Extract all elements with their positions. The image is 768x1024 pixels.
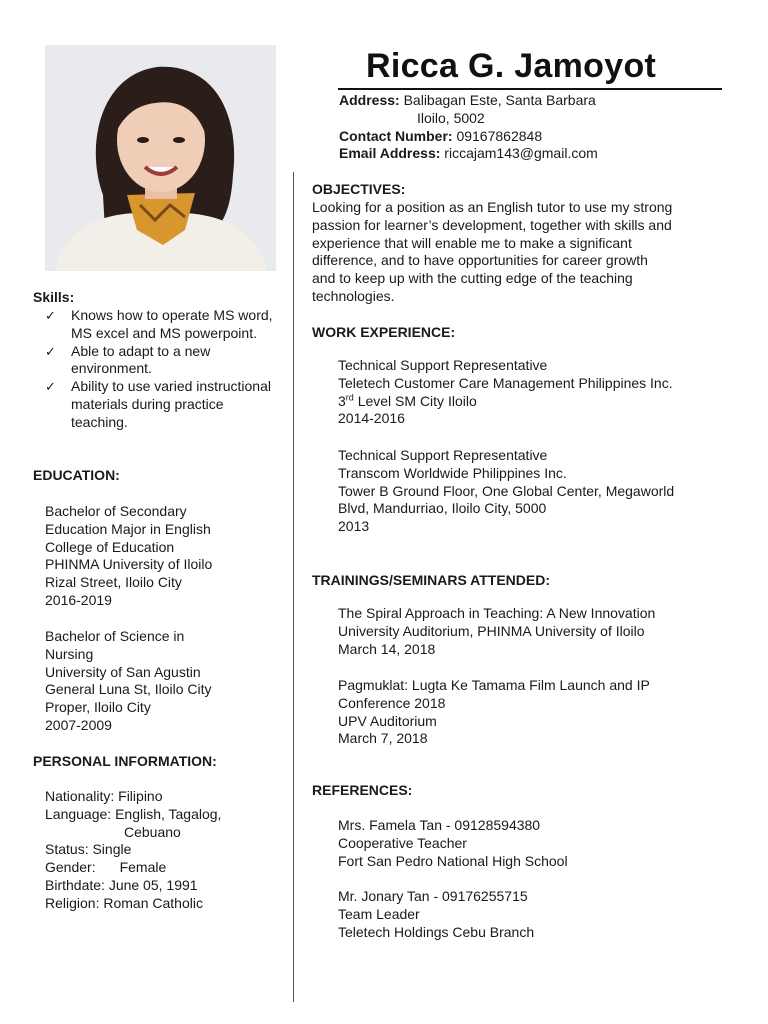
religion: Religion: Roman Catholic: [45, 894, 203, 911]
portrait-illustration: [45, 45, 276, 271]
work-entry: Technical Support Representative Transcom Worldwide Philippines Inc. Tower B Ground Floor, One Global Center, Megaworld Blvd, Mandurriao, Iloilo City, 5000 2013: [338, 447, 675, 535]
skill-item: ✓ Knows how to operate MS word, MS excel and MS powerpoint.: [45, 307, 273, 341]
address-line1: Balibagan Este, Santa Barbara: [403, 92, 596, 108]
skill-item: ✓ Able to adapt to a new environment.: [45, 342, 211, 377]
training-entry: Pagmuklat: Lugta Ke Tamama Film Launch and IP Conference 2018 UPV Auditorium March 7, 2018: [338, 677, 650, 747]
phone-label: Contact Number:: [339, 127, 453, 144]
skills-heading: Skills:: [33, 289, 75, 305]
address-line2: Iloilo, 5002: [417, 109, 485, 126]
skills-list: [45, 307, 293, 432]
nationality: Nationality: Filipino: [45, 788, 163, 804]
language: Language: English, Tagalog,: [45, 805, 222, 822]
objectives-text: Looking for a position as an English tutor to use my strong passion for learner’s development, together with skills and experience that will enable me to make a significant difference, and to have opportunities for career growth and to keep up with the cutting edge of the teaching technologies.: [312, 199, 673, 304]
contact-block: [339, 92, 598, 163]
education-entry: Bachelor of Science in Nursing University of San Agustin General Luna St, Iloilo City Proper, Iloilo City 2007-2009: [45, 628, 212, 733]
profile-photo: [45, 45, 276, 271]
check-icon: ✓: [45, 379, 56, 395]
gender: Gender: Female: [45, 859, 167, 876]
name-underline: [338, 88, 722, 90]
training-entry: The Spiral Approach in Teaching: A New Innovation University Auditorium, PHINMA University of Iloilo March 14, 2018: [338, 605, 656, 657]
column-divider: [293, 172, 294, 1002]
personal-info: [45, 788, 221, 913]
language-cont: Cebuano: [124, 823, 181, 840]
email-address: riccajam143@gmail.com: [444, 145, 598, 162]
check-icon: ✓: [45, 343, 56, 359]
work-entry: Technical Support Representative Teletech Customer Care Management Philippines Inc. 3rd Level SM City Iloilo 2014-2016: [338, 357, 673, 427]
address-label: Address:: [339, 92, 400, 108]
email-label: Email Address:: [339, 145, 441, 162]
references-heading: REFERENCES:: [312, 782, 413, 798]
education-heading: EDUCATION:: [33, 467, 120, 483]
work-heading: WORK EXPERIENCE:: [312, 324, 456, 340]
trainings-heading: TRAININGS/SEMINARS ATTENDED:: [312, 572, 550, 588]
phone-number: 09167862848: [456, 127, 543, 144]
education-entry: Bachelor of Secondary Education Major in English College of Education PHINMA University of Iloilo Rizal Street, Iloilo City 2016-2019: [45, 503, 213, 608]
reference-entry: Mrs. Famela Tan - 09128594380 Cooperative Teacher Fort San Pedro National High School: [338, 817, 568, 869]
status: Status: Single: [45, 841, 132, 858]
objectives-heading: OBJECTIVES:: [312, 181, 406, 197]
check-icon: ✓: [45, 308, 56, 323]
personal-heading: PERSONAL INFORMATION:: [33, 753, 217, 769]
skill-item: ✓ Ability to use varied instructional materials during practice teaching.: [45, 378, 271, 430]
reference-entry: Mr. Jonary Tan - 09176255715 Team Leader Teletech Holdings Cebu Branch: [338, 888, 535, 940]
birthdate: Birthdate: June 05, 1991: [45, 876, 198, 893]
applicant-name: Ricca G. Jamoyot: [366, 47, 657, 85]
